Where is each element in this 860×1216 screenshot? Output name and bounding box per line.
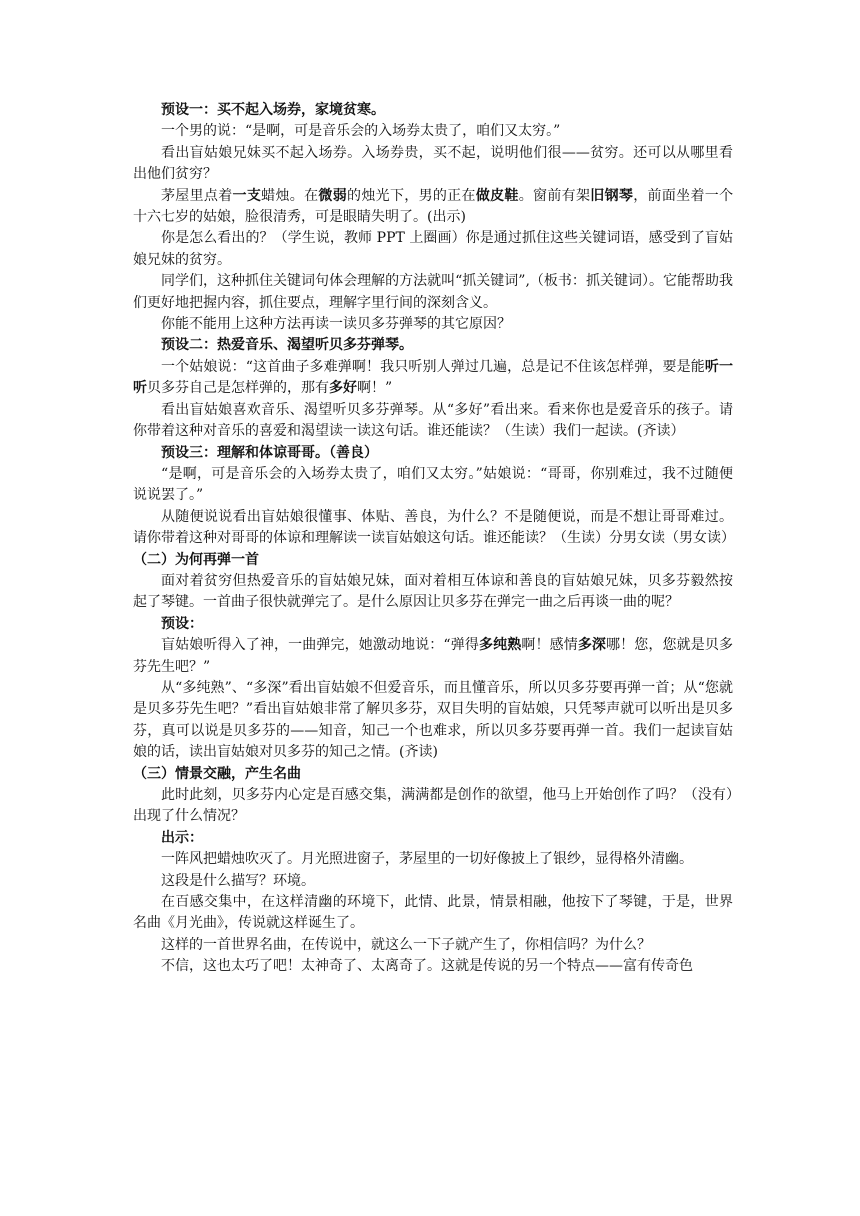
text-run: 看出盲姑娘兄妹买不起入场券。入场券贵，买不起，说明他们很——贫穷。还可以从哪里看出他们贫穷？ xyxy=(133,144,733,183)
keyword-emphasis: 一支 xyxy=(232,187,262,204)
paragraph xyxy=(133,400,733,443)
paragraph xyxy=(133,314,733,335)
text-run: 从“多纯熟”、“多深”看出盲姑娘不但爱音乐，而且懂音乐，所以贝多芬要再弹一首；从“您就是贝多芬先生吧？”看出盲姑娘非常了解贝多芬，双目失明的盲姑娘，只凭琴声就可以听出是贝多芬，真可以说是贝多芬的——知音，知己一个也难求，所以贝多芬要再弹一首。我们一起读盲姑娘的话，读出盲姑娘对贝多芬的知己之情。(齐读) xyxy=(133,679,733,761)
paragraph xyxy=(133,635,733,678)
paragraph xyxy=(133,143,733,186)
text-run: 不信，这也太巧了吧！太神奇了、太离奇了。这就是传说的另一个特点——富有传奇色 xyxy=(161,958,693,975)
keyword-emphasis: 多好 xyxy=(329,380,357,397)
paragraph xyxy=(133,464,733,507)
text-run: 蜡烛。在 xyxy=(261,187,319,204)
text-run: 在百感交集中，在这样清幽的环境下，此情、此景，情景相融，他按下了琴键，于是，世界名曲《月光曲》，传说就这样诞生了。 xyxy=(133,894,733,932)
paragraph xyxy=(133,871,733,892)
text-run: 的烛光下，男的正在 xyxy=(347,187,476,204)
document-page xyxy=(133,100,733,978)
text-run: 哪！您，您就是贝多芬先生吧？” xyxy=(133,637,734,675)
paragraph xyxy=(133,892,733,935)
text-run: 。窗前有架 xyxy=(518,187,591,204)
text-run: 面对着贫穷但热爱音乐的盲姑娘兄妹，面对着相互体谅和善良的盲姑娘兄妹，贝多芬毅然按起了琴键。一首曲子很快就弹完了。是什么原因让贝多芬在弹完一曲之后再谈一曲的呢？ xyxy=(133,572,733,611)
text-run: 从随便说说看出盲姑娘很懂事、体贴、善良，为什么？不是随便说，而是不想让哥哥难过。请你带着这种对哥哥的体谅和理解读一读盲姑娘这句话。谁还能读？（生读）分男女读（男女读） xyxy=(133,508,735,547)
keyword-emphasis: 多深 xyxy=(577,637,607,654)
paragraph xyxy=(133,357,733,400)
keyword-emphasis: 多纯熟 xyxy=(478,637,522,654)
text-run: 你能不能用上这种方法再读一读贝多芬弹琴的其它原因？ xyxy=(161,316,511,333)
paragraph xyxy=(133,849,733,870)
text-run: 你是怎么看出的？（学生说，教师 PPT 上圈画）你是通过抓住这些关键词语，感受到了盲姑娘兄妹的贫穷。 xyxy=(133,230,733,268)
text-run: 盲姑娘听得入了神，一曲弹完，她激动地说：“弹得 xyxy=(161,637,479,654)
paragraph xyxy=(133,228,733,271)
preset-heading: 预设一：买不起入场券，家境贫寒。 xyxy=(161,102,385,118)
paragraph xyxy=(133,956,733,977)
keyword-emphasis: 做皮鞋 xyxy=(475,187,519,204)
keyword-emphasis: 微弱 xyxy=(318,187,348,204)
text-run: 啊！” xyxy=(357,380,393,397)
text-run: 一个姑娘说：“这首曲子多难弹啊！我只听别人弹过几遍，总是记不住该怎样弹，要是能 xyxy=(161,358,705,375)
paragraph xyxy=(133,571,733,614)
preset-heading: 预设二：热爱音乐、渴望听贝多芬弹琴。 xyxy=(161,337,413,354)
section-heading: （三）情景交融，产生名曲 xyxy=(133,765,301,782)
text-run: 一阵风把蜡烛吹灭了。月光照进窗子，茅屋里的一切好像披上了银纱，显得格外清幽。 xyxy=(161,851,693,868)
preset-heading: 出示： xyxy=(161,829,203,846)
section-heading: （二）为何再弹一首 xyxy=(133,551,259,568)
text-run: ，前面坐着一个十六七岁的姑娘，脸很清秀，可是眼睛失明了。(出示) xyxy=(133,187,734,226)
text-run: 此时此刻，贝多芬内心定是百感交集，满满都是创作的欲望，他马上开始创作了吗？（没有）出现了什么情况？ xyxy=(133,787,733,825)
paragraph xyxy=(133,186,733,229)
paragraph xyxy=(133,785,733,828)
keyword-emphasis: 听一听 xyxy=(133,358,734,397)
text-run: 贝多芬自己是怎样弹的，那有 xyxy=(147,380,329,397)
text-run: 这样的一首世界名曲，在传说中，就这么一下子就产生了，你相信吗？为什么？ xyxy=(161,936,651,953)
preset-heading: 预设： xyxy=(161,615,203,632)
text-run: 这段是什么描写？环境。 xyxy=(161,872,315,889)
text-run: 看出盲姑娘喜欢音乐、渴望听贝多芬弹琴。从“多好”看出来。看来你也是爱音乐的孩子。请你带着这种对音乐的喜爱和渴望读一读这句话。谁还能读？（生读）我们一起读。(齐读） xyxy=(133,401,733,440)
paragraph xyxy=(133,678,733,764)
text-run: “是啊，可是音乐会的入场券太贵了，咱们又太穷。”姑娘说：“哥哥，你别难过，我不过随便说说罢了。” xyxy=(133,465,733,504)
text-run: 同学们，这种抓住关键词句体会理解的方法就叫“抓关键词”,（板书：抓关键词）。它能帮助我们更好地把握内容，抓住要点，理解字里行间的深刻含义。 xyxy=(133,273,733,311)
text-run: 啊！感情 xyxy=(521,637,578,654)
paragraph xyxy=(133,121,733,142)
text-run: 茅屋里点着 xyxy=(161,187,233,204)
preset-heading: 预设三：理解和体谅哥哥。（善良） xyxy=(161,444,378,461)
keyword-emphasis: 旧钢琴 xyxy=(590,187,634,204)
paragraph xyxy=(133,507,733,550)
text-run: 一个男的说：“是啊，可是音乐会的入场券太贵了，咱们又太穷。” xyxy=(161,123,561,140)
paragraph xyxy=(133,271,733,314)
paragraph xyxy=(133,935,733,956)
